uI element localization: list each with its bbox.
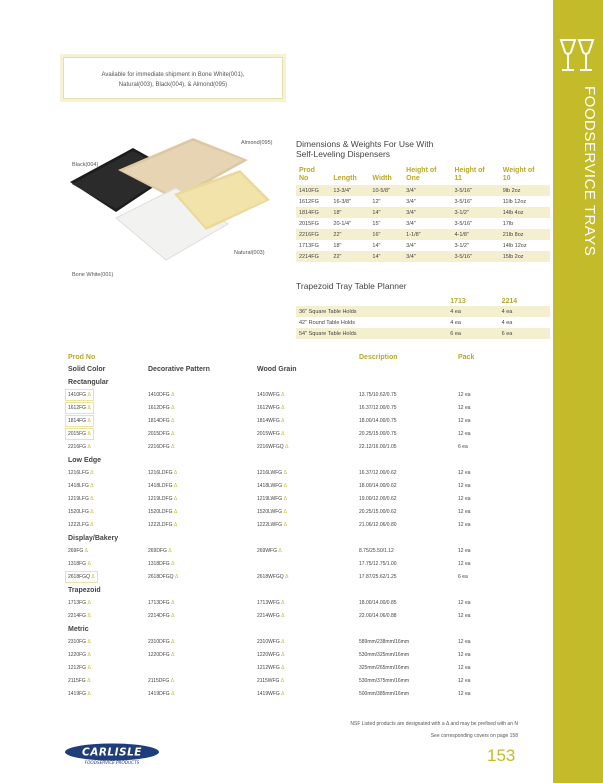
nsf-mark: Δ <box>172 483 178 489</box>
dimensions-cell: 1814FG <box>296 207 330 218</box>
dimensions-cell: 22" <box>330 229 369 240</box>
dimensions-cell: 1612FG <box>299 198 319 205</box>
notice-line-1: Available for immediate shipment in Bone White(001), <box>101 72 245 78</box>
product-number: 2618WFGQ Δ <box>257 574 289 580</box>
product-number: 1222LDFG Δ <box>148 522 178 528</box>
product-number: 1418LFG Δ <box>68 483 94 489</box>
product-pack: 12 ea <box>458 483 471 489</box>
nsf-mark: Δ <box>279 678 285 684</box>
product-number: 1219LFG Δ <box>68 496 94 502</box>
trays-photo <box>58 130 278 270</box>
product-number: 1612DFG Δ <box>148 405 175 411</box>
svg-text:CARLISLE: CARLISLE <box>82 746 142 759</box>
planner-cell: 4 ea <box>499 306 550 317</box>
nsf-mark: Δ <box>88 496 94 502</box>
nsf-mark: Δ <box>86 613 91 619</box>
dimensions-cell: 9lb 2oz <box>500 185 550 196</box>
nsf-mark: Δ <box>279 418 285 424</box>
product-pack: 12 ea <box>458 561 471 567</box>
planner-cell: 6 ea <box>499 328 550 339</box>
product-description: 18.00/14.00/0.85 <box>359 600 397 606</box>
product-pack: 12 ea <box>458 431 471 437</box>
product-number: 2216FG Δ <box>68 444 91 450</box>
product-number: 1419DFG Δ <box>148 691 175 697</box>
planner-cell: 4 ea <box>450 319 461 326</box>
product-row <box>64 691 550 704</box>
product-list <box>64 354 550 704</box>
nsf-mark: Δ <box>172 522 178 528</box>
dimensions-column-header: Prod No <box>299 167 315 182</box>
product-number: 1713WFG Δ <box>257 600 285 606</box>
product-number: 1814WFG Δ <box>257 418 285 424</box>
nsf-mark: Δ <box>282 483 287 489</box>
planner-row <box>296 317 550 328</box>
nsf-mark: Δ <box>169 652 175 658</box>
dimensions-row <box>296 185 550 196</box>
product-number: 1814DFG Δ <box>148 418 175 424</box>
product-number: 1212WFG Δ <box>257 665 285 671</box>
product-row <box>64 405 550 418</box>
product-section-heading <box>64 379 550 392</box>
dimensions-cell: 14" <box>372 242 381 249</box>
product-section-heading <box>64 587 550 600</box>
page-number: 153 <box>487 746 516 765</box>
product-number: 2214WFG Δ <box>257 613 285 619</box>
product-number: 1318FG Δ <box>68 561 91 567</box>
product-number: 1220DFG Δ <box>148 652 175 658</box>
planner-row <box>296 328 550 339</box>
nsf-mark: Δ <box>86 444 91 450</box>
nsf-mark: Δ <box>282 509 287 515</box>
nsf-mark: Δ <box>169 678 175 684</box>
product-pack: 12 ea <box>458 600 471 606</box>
planner-cell: 6 ea <box>447 328 498 339</box>
product-row <box>64 522 550 535</box>
dimensions-cell: 3-5/16" <box>451 185 499 196</box>
see-covers-footnote: See corresponding covers on page 158 <box>430 733 518 739</box>
product-number: 1222LWFG Δ <box>257 522 287 528</box>
planner-column-header: 1713 <box>450 298 466 305</box>
nsf-mark: Δ <box>172 470 178 476</box>
dimensions-cell: 21lb 8oz <box>500 229 550 240</box>
dimensions-cell: 2015FG <box>299 220 319 227</box>
nsf-mark: Δ <box>279 600 285 606</box>
nsf-mark: Δ <box>169 418 175 424</box>
product-number: 2115DFG Δ <box>148 678 175 684</box>
product-section-heading <box>64 626 550 639</box>
nsf-mark: Δ <box>169 691 175 697</box>
product-description: 21.06/12.06/0.80 <box>359 522 397 528</box>
product-number: 1419WFG Δ <box>257 691 285 697</box>
product-pack: 12 ea <box>458 639 471 645</box>
dimensions-column-header: Width <box>372 175 392 182</box>
dimensions-cell: 22" <box>330 251 369 262</box>
almond-label: Almond(095) <box>241 140 273 146</box>
nsf-mark: Δ <box>282 522 287 528</box>
dimensions-column-header: Length <box>333 175 357 182</box>
product-description: 20.25/15.00/0.62 <box>359 509 397 515</box>
product-description: 500mm/385mm/16mm <box>359 691 410 697</box>
planner-cell: 4 ea <box>501 319 513 326</box>
nsf-mark: Δ <box>169 405 175 411</box>
product-row <box>64 600 550 613</box>
product-number: 1216LFG Δ <box>68 470 94 476</box>
product-number: 2214DFG Δ <box>148 613 175 619</box>
nsf-mark: Δ <box>88 470 94 476</box>
dimensions-cell: 14" <box>369 251 403 262</box>
product-number: 1212FG Δ <box>68 665 91 671</box>
product-row <box>64 392 550 405</box>
product-description: 18.00/14.00/0.62 <box>359 483 397 489</box>
product-description: 22.00/14.06/0.88 <box>359 613 397 619</box>
nsf-mark: Δ <box>89 574 95 580</box>
product-pack: 12 ea <box>458 665 471 671</box>
product-pack: 6 ea <box>458 444 468 450</box>
planner-cell: 42" Round Table Holds <box>299 319 355 326</box>
dimensions-cell: 3/4" <box>403 251 451 262</box>
nsf-mark: Δ <box>86 691 91 697</box>
product-row <box>64 418 550 431</box>
dimensions-column-header: Height of 11 <box>454 167 485 182</box>
nsf-mark: Δ <box>277 548 282 554</box>
nsf-mark: Δ <box>86 418 91 424</box>
product-row <box>64 444 550 457</box>
product-pack: 12 ea <box>458 418 471 424</box>
planner-row <box>296 306 550 317</box>
dimensions-row <box>296 218 550 229</box>
product-number: 2214FG Δ <box>68 613 91 619</box>
product-pack: 12 ea <box>458 509 471 515</box>
dimensions-cell: 1713FG <box>299 242 319 249</box>
nsf-mark: Δ <box>86 392 91 398</box>
black-label: Black(004) <box>72 162 99 168</box>
nsf-mark: Δ <box>279 639 285 645</box>
dimensions-row <box>296 251 550 262</box>
dimensions-cell: 3-1/2" <box>454 242 469 249</box>
planner-column-header <box>296 297 447 306</box>
product-row <box>64 483 550 496</box>
product-number: 269WFG Δ <box>257 548 282 554</box>
nsf-mark: Δ <box>86 665 91 671</box>
product-row <box>64 548 550 561</box>
product-row <box>64 665 550 678</box>
nsf-mark: Δ <box>283 574 289 580</box>
nsf-mark: Δ <box>86 561 91 567</box>
product-pack: 12 ea <box>458 691 471 697</box>
product-row <box>64 678 550 691</box>
product-description: 530mm/375mm/16mm <box>359 678 410 684</box>
bone-white-label: Bone White(001) <box>72 272 114 278</box>
product-pack: 12 ea <box>458 470 471 476</box>
product-number: 1418LWFG Δ <box>257 483 287 489</box>
natural-label: Natural(003) <box>234 250 265 256</box>
product-number: 1219LWFG Δ <box>257 496 287 502</box>
dimensions-row <box>296 229 550 240</box>
nsf-mark: Δ <box>169 392 175 398</box>
product-number: 1220FG Δ <box>68 652 91 658</box>
product-description: 22.12/16.00/1.05 <box>359 444 397 450</box>
dimensions-title: Dimensions & Weights For Use With Self-Leveling Dispensers <box>296 139 434 159</box>
dimensions-cell: 3/4" <box>403 207 451 218</box>
dimensions-column-header: Weight of 10 <box>502 167 535 182</box>
section-title: FOODSERVICE TRAYS <box>581 86 598 257</box>
planner-cell: 36" Square Table Holds <box>296 306 447 317</box>
nsf-mark: Δ <box>279 392 285 398</box>
section-name: Rectangular <box>68 379 109 386</box>
nsf-mark: Δ <box>169 639 175 645</box>
product-row <box>64 431 550 444</box>
dimensions-cell: 3/4" <box>403 185 451 196</box>
product-description: 530mm/325mm/16mm <box>359 652 410 658</box>
dimensions-cell: 1410FG <box>296 185 330 196</box>
dimensions-cell: 17lb <box>502 220 514 227</box>
product-row <box>64 574 550 587</box>
trapezoid-planner-table <box>296 297 550 339</box>
product-pack: 12 ea <box>458 392 471 398</box>
product-pack: 12 ea <box>458 652 471 658</box>
nsf-mark: Δ <box>279 691 285 697</box>
dimensions-cell: 12" <box>372 198 381 205</box>
nsf-mark: Δ <box>169 600 175 606</box>
product-pack: 12 ea <box>458 548 471 554</box>
nsf-mark: Δ <box>88 522 94 528</box>
product-number: 1520LDFG Δ <box>148 509 178 515</box>
nsf-mark: Δ <box>169 561 175 567</box>
product-number: 2310WFG Δ <box>257 639 285 645</box>
product-number: 1318DFG Δ <box>148 561 175 567</box>
product-number: 1612WFG Δ <box>257 405 285 411</box>
product-number: 1219LDFG Δ <box>148 496 178 502</box>
nsf-mark: Δ <box>86 652 91 658</box>
dimensions-cell: 3-5/16" <box>451 251 499 262</box>
nsf-mark: Δ <box>279 665 285 671</box>
product-description: 17.75/12.75/1.00 <box>359 561 397 567</box>
product-row <box>64 639 550 652</box>
nsf-mark: Δ <box>279 652 285 658</box>
dimensions-cell: 3-5/16" <box>454 220 472 227</box>
availability-notice <box>63 57 283 99</box>
dimensions-cell: 20-1/4" <box>333 220 351 227</box>
dimensions-cell: 18" <box>330 207 369 218</box>
planner-cell: 54" Square Table Holds <box>296 328 447 339</box>
product-number: 2115WFG Δ <box>257 678 285 684</box>
nsf-mark: Δ <box>166 548 172 554</box>
nsf-mark: Δ <box>279 613 285 619</box>
planner-column-header: 2214 <box>501 298 518 305</box>
product-number: 1419FG Δ <box>68 691 91 697</box>
product-number: 1713FG Δ <box>68 600 91 606</box>
dimensions-row <box>296 207 550 218</box>
product-number: 2216DFG Δ <box>148 444 175 450</box>
section-name: Trapezoid <box>68 587 101 594</box>
carlisle-logo <box>64 743 160 765</box>
dimensions-column-header: Height of One <box>406 167 437 182</box>
nsf-mark: Δ <box>83 548 89 554</box>
product-section-heading <box>64 457 550 470</box>
dimensions-cell: 15" <box>372 220 381 227</box>
dimensions-cell: 15lb 2oz <box>500 251 550 262</box>
dimensions-cell: 13-3/4" <box>330 185 369 196</box>
dimensions-cell: 14lb 4oz <box>500 207 550 218</box>
product-description: 16.37/12.00/0.62 <box>359 470 397 476</box>
nsf-mark: Δ <box>172 496 178 502</box>
nsf-mark: Δ <box>85 678 91 684</box>
nsf-mark: Δ <box>282 470 287 476</box>
nsf-mark: Δ <box>279 405 285 411</box>
product-number: 2618FGQ Δ <box>68 574 95 580</box>
product-pack: 12 ea <box>458 678 471 684</box>
notice-line-2: Natural(003), Black(004), & Almond(095) <box>118 82 228 88</box>
dimensions-cell: 3-1/2" <box>451 207 499 218</box>
product-row <box>64 652 550 665</box>
product-row <box>64 470 550 483</box>
product-number: 1418LDFG Δ <box>148 483 178 489</box>
product-pack: 12 ea <box>458 405 471 411</box>
trapezoid-planner-title: Trapezoid Tray Table Planner <box>296 281 407 291</box>
product-number: 2310FG Δ <box>68 639 91 645</box>
product-number: 1713DFG Δ <box>148 600 175 606</box>
dimensions-cell: 2216FG <box>296 229 330 240</box>
product-number: 1410WFG Δ <box>257 392 285 398</box>
nsf-mark: Δ <box>88 483 94 489</box>
dimensions-cell: 3-5/16" <box>454 198 472 205</box>
nsf-mark: Δ <box>279 431 285 437</box>
product-description: 19.00/12.00/0.62 <box>359 496 397 502</box>
product-number: 1216LWFG Δ <box>257 470 287 476</box>
product-number: 269FG Δ <box>68 548 89 554</box>
product-pack: 12 ea <box>458 613 471 619</box>
product-description: 16.37/12.00/0.75 <box>359 405 397 411</box>
section-name: Display/Bakery <box>68 535 119 542</box>
dimensions-cell: 18" <box>333 242 342 249</box>
product-list-header: Prod No Description Pack <box>68 354 475 361</box>
product-number: 1410DFG Δ <box>148 392 175 398</box>
product-number: 1410FG Δ <box>68 392 91 398</box>
product-row <box>64 613 550 626</box>
product-number: 1222LFG Δ <box>68 522 94 528</box>
dimensions-row <box>296 240 550 251</box>
nsf-mark: Δ <box>169 431 175 437</box>
product-number: 2310DFG Δ <box>148 639 175 645</box>
product-list-subheader: Solid Color Decorative Pattern Wood Grain <box>68 366 297 373</box>
product-number: 2115FG Δ <box>68 678 91 684</box>
dimensions-cell: 4-1/8" <box>451 229 499 240</box>
product-description: 589mm/238mm/16mm <box>359 639 410 645</box>
product-number: 1612FG Δ <box>68 405 91 411</box>
section-name: Low Edge <box>68 457 102 464</box>
product-section-heading <box>64 535 550 548</box>
nsf-mark: Δ <box>88 509 94 515</box>
product-row <box>64 496 550 509</box>
dimensions-cell: 14" <box>369 207 403 218</box>
product-pack: 6 ea <box>458 574 468 580</box>
planner-cell: 4 ea <box>447 306 498 317</box>
dimensions-table <box>296 165 550 262</box>
product-number: 1520LFG Δ <box>68 509 94 515</box>
product-row <box>64 509 550 522</box>
product-number: 2015FG Δ <box>68 431 91 437</box>
dimensions-cell: 14lb 12oz <box>502 242 527 249</box>
nsf-mark: Δ <box>282 496 287 502</box>
product-description: 17.87/25.62/1.25 <box>359 574 397 580</box>
nsf-mark: Δ <box>86 431 91 437</box>
nsf-mark: Δ <box>86 405 91 411</box>
product-row <box>64 561 550 574</box>
product-description: 20.25/15.00/0.75 <box>359 431 397 437</box>
product-number: 2216WFGQ Δ <box>257 444 289 450</box>
product-number: 1520LWFG Δ <box>257 509 287 515</box>
product-number: 2015WFG Δ <box>257 431 285 437</box>
product-number: 2015DFG Δ <box>148 431 175 437</box>
nsf-mark: Δ <box>86 600 91 606</box>
dimensions-cell: 2214FG <box>296 251 330 262</box>
nsf-mark: Δ <box>172 509 178 515</box>
dimensions-cell: 10-5/8" <box>369 185 403 196</box>
nsf-mark: Δ <box>169 444 175 450</box>
product-pack: 12 ea <box>458 522 471 528</box>
product-pack: 12 ea <box>458 496 471 502</box>
product-number: 269DFG Δ <box>148 548 172 554</box>
dimensions-cell: 16-3/8" <box>333 198 351 205</box>
dimensions-cell: 1-1/8" <box>403 229 451 240</box>
product-number: 1220WFG Δ <box>257 652 285 658</box>
svg-text:FOODSERVICE PRODUCTS: FOODSERVICE PRODUCTS <box>84 760 140 765</box>
dimensions-cell: 16" <box>369 229 403 240</box>
product-description: 18.00/14.00/0.75 <box>359 418 397 424</box>
dimensions-cell: 3/4" <box>406 242 416 249</box>
dimensions-cell: 3/4" <box>406 198 416 205</box>
nsf-mark: Δ <box>86 639 91 645</box>
nsf-mark: Δ <box>169 613 175 619</box>
product-description: 13.75/10.62/0.75 <box>359 392 397 398</box>
dimensions-cell: 11lb 12oz <box>502 198 527 205</box>
product-number: 1216LDFG Δ <box>148 470 178 476</box>
section-name: Metric <box>68 626 89 633</box>
nsf-mark: Δ <box>173 574 179 580</box>
nsf-footnote: NSF Listed products are designated with a Δ and may be prefixed with an N <box>350 721 518 727</box>
wine-glasses-icon <box>555 36 599 76</box>
dimensions-row <box>296 196 550 207</box>
product-description: 325mm/265mm/16mm <box>359 665 410 671</box>
dimensions-cell: 3/4" <box>406 220 416 227</box>
product-description: 8.75/25.50/1.12 <box>359 548 394 554</box>
product-number: 1814FG Δ <box>68 418 91 424</box>
product-number: 2618DFGQ Δ <box>148 574 179 580</box>
nsf-mark: Δ <box>283 444 289 450</box>
